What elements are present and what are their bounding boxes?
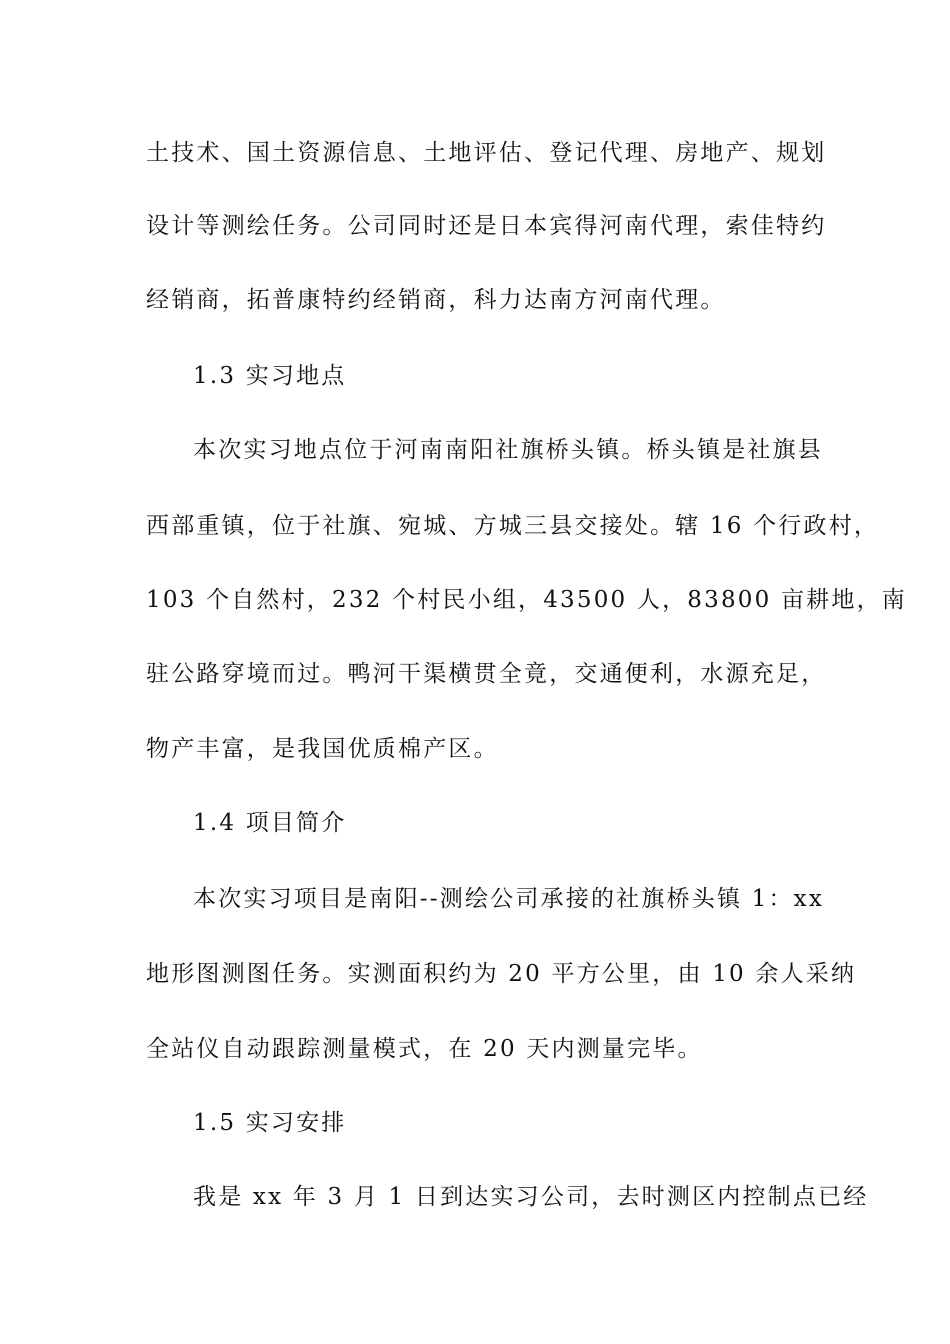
paragraph-line: 土技术、国土资源信息、土地评估、登记代理、房地产、规划 [146,140,827,166]
paragraph-line: 本次实习项目是南阳--测绘公司承接的社旗桥头镇 1：xx [193,886,825,912]
section-heading: 1.4 项目简介 [193,810,347,836]
paragraph-line: 设计等测绘任务。公司同时还是日本宾得河南代理，索佳特约 [146,213,827,239]
paragraph-line: 物产丰富，是我国优质棉产区。 [146,736,499,762]
paragraph-line: 103 个自然村，232 个村民小组，43500 人，83800 亩耕地，南 [146,587,907,613]
paragraph-line: 本次实习地点位于河南南阳社旗桥头镇。桥头镇是社旗县 [193,437,823,463]
paragraph-line: 全站仪自动跟踪测量模式，在 20 天内测量完毕。 [146,1036,703,1062]
paragraph-line: 西部重镇，位于社旗、宛城、方城三县交接处。辖 16 个行政村， [146,513,880,539]
paragraph-line: 地形图测图任务。实测面积约为 20 平方公里，由 10 余人采纳 [146,961,857,987]
section-heading: 1.5 实习安排 [193,1110,347,1136]
section-heading: 1.3 实习地点 [193,363,347,389]
paragraph-line: 经销商，拓普康特约经销商，科力达南方河南代理。 [146,287,726,313]
paragraph-line: 驻公路穿境而过。鸭河干渠横贯全竟，交通便利，水源充足， [146,661,827,687]
paragraph-line: 我是 xx 年 3 月 1 日到达实习公司，去时测区内控制点已经 [193,1184,869,1210]
